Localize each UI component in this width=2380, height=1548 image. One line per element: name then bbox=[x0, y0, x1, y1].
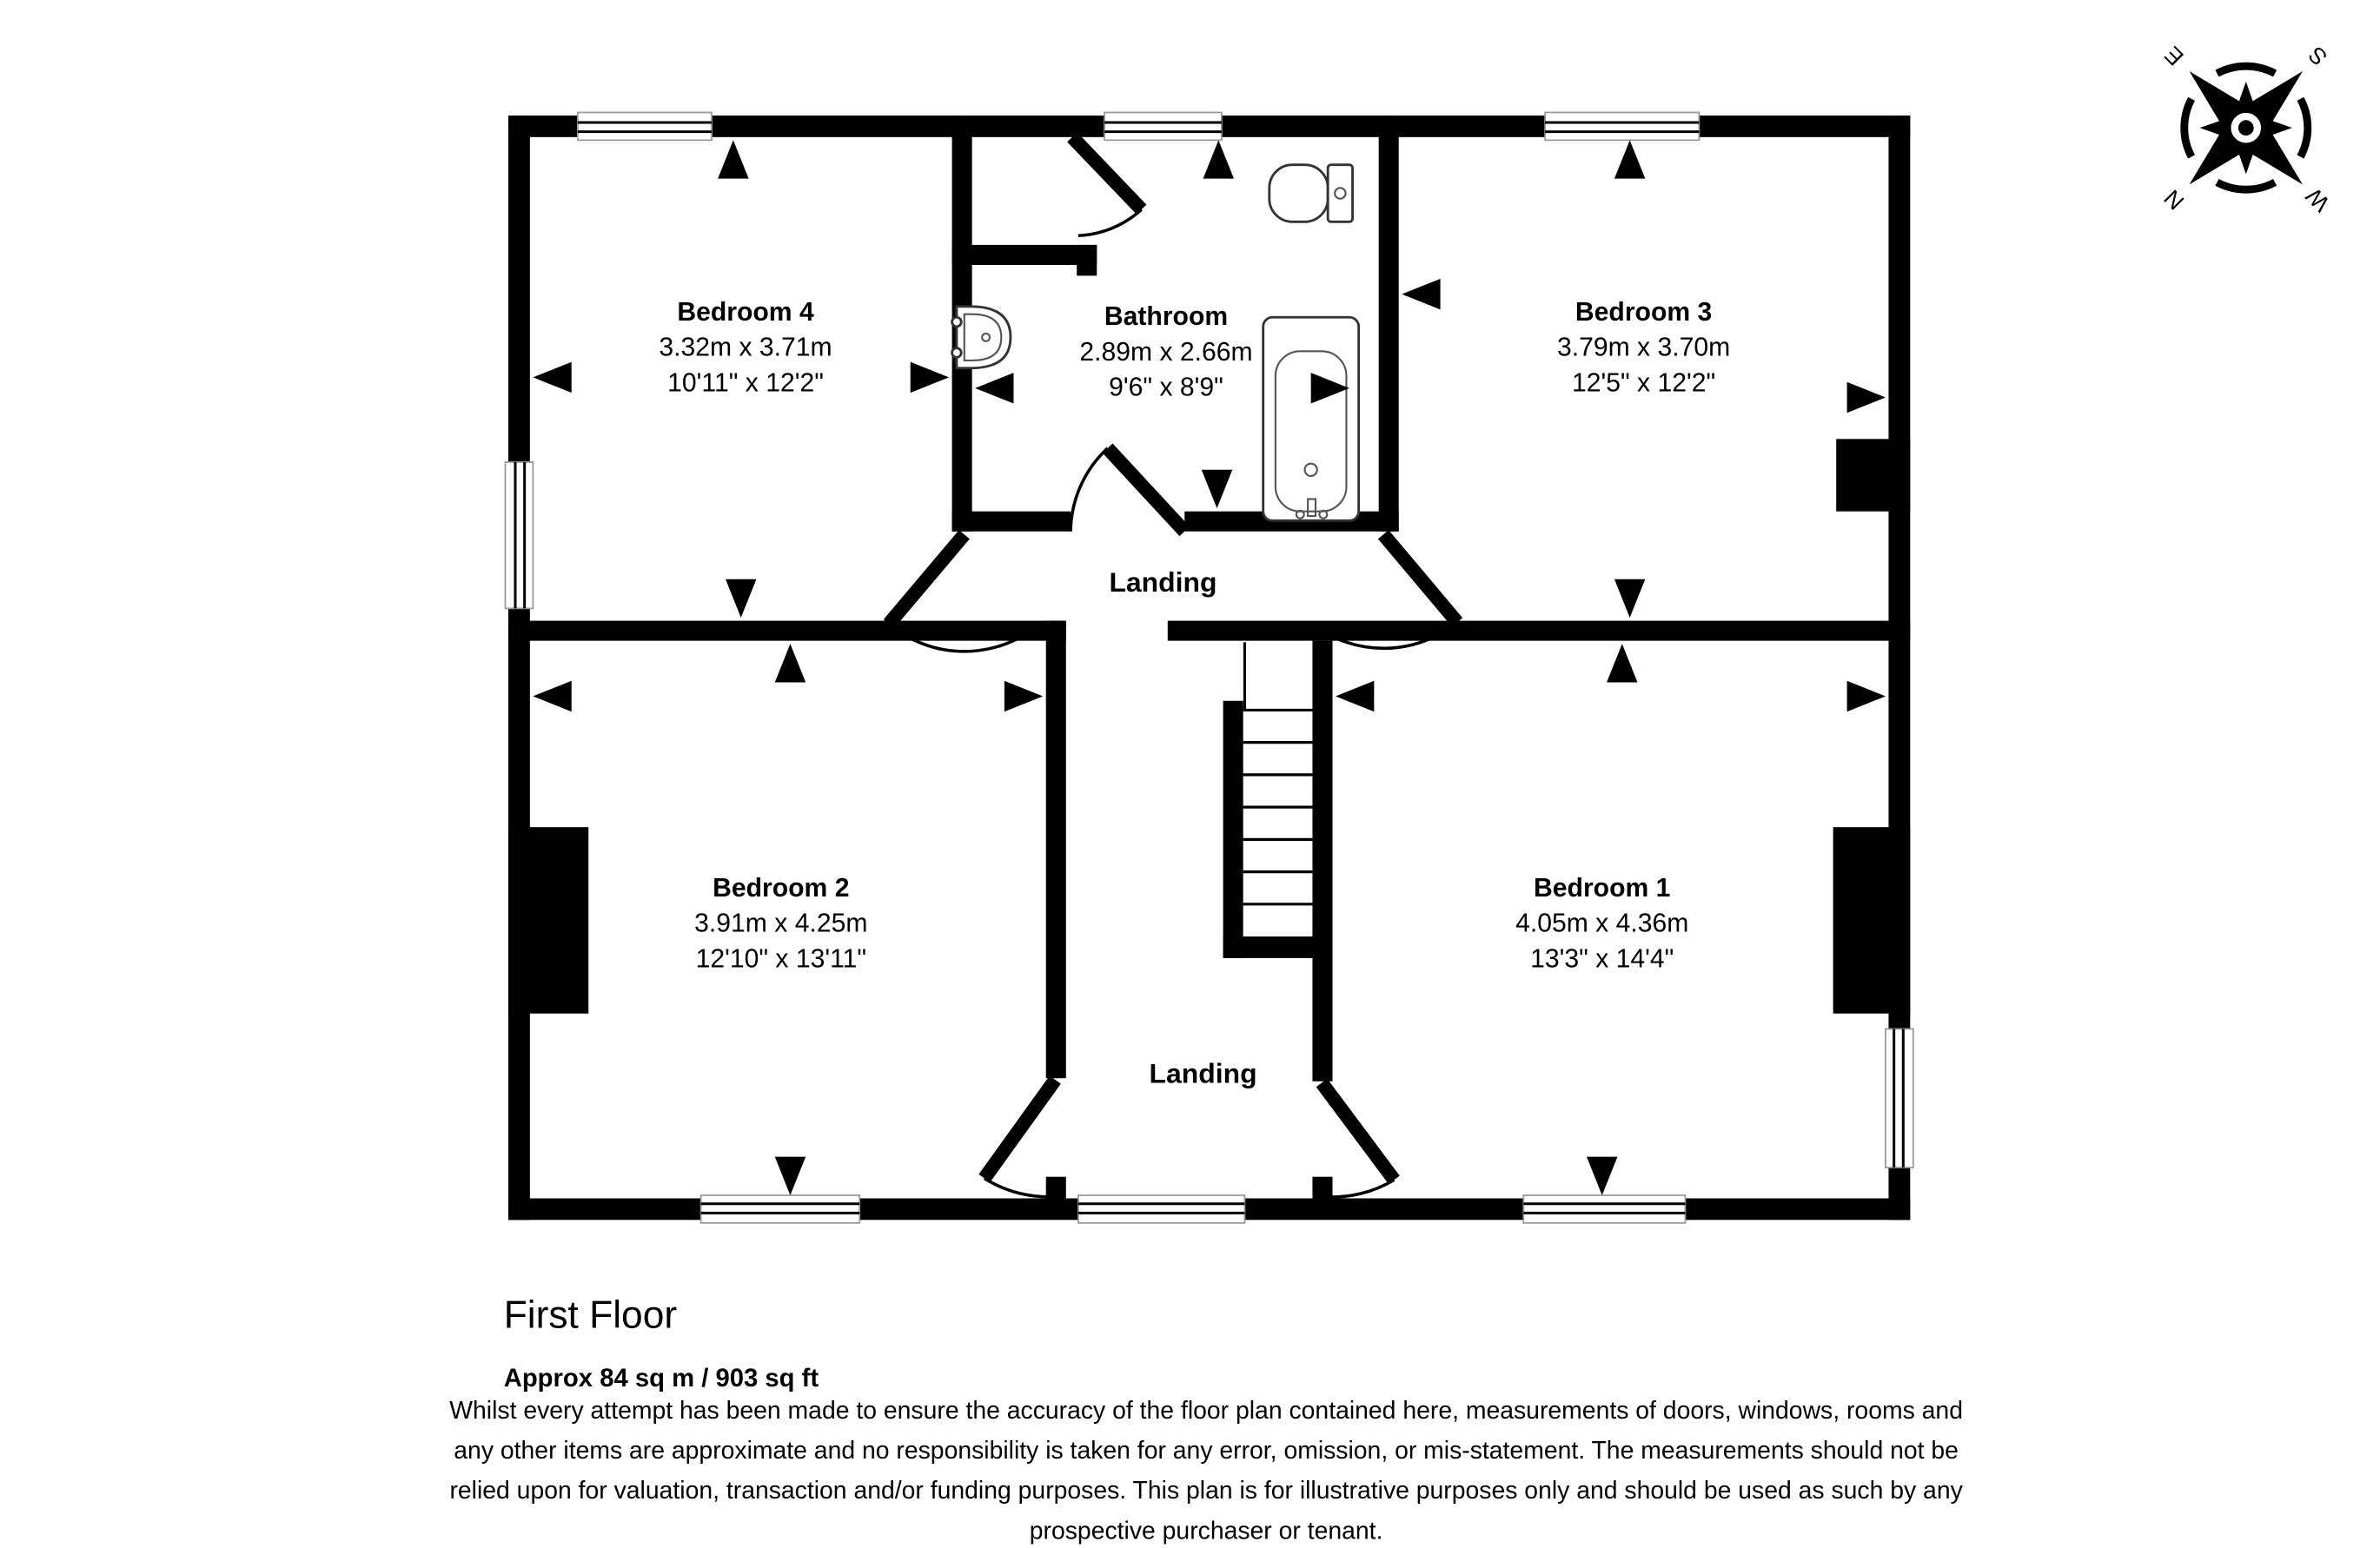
room-labels bbox=[659, 298, 1730, 1089]
room-dim-imperial: 13'3" x 14'4" bbox=[1530, 944, 1674, 974]
window-bed4-left bbox=[505, 462, 533, 608]
arrow-up-icon bbox=[775, 644, 805, 682]
arrow-right-icon bbox=[911, 362, 949, 393]
windows bbox=[505, 112, 1913, 1222]
window-bed3-top bbox=[1545, 112, 1699, 140]
arrow-right-icon bbox=[1847, 382, 1886, 413]
floor-title: First Floor bbox=[503, 1293, 678, 1337]
wall-exterior-left bbox=[508, 116, 530, 1220]
room-label-bedroom4 bbox=[659, 298, 832, 398]
toilet-icon bbox=[1270, 165, 1353, 222]
window-bed2-bottom bbox=[701, 1195, 860, 1223]
arrow-right-icon bbox=[1847, 681, 1886, 711]
window-bathroom-top bbox=[1104, 112, 1222, 140]
arrow-up-icon bbox=[1607, 644, 1637, 682]
arrow-down-icon bbox=[1202, 470, 1232, 508]
door-bathroom-alcove bbox=[1072, 137, 1142, 235]
arrow-left-icon bbox=[533, 681, 571, 711]
room-dim-metric: 3.79m x 3.70m bbox=[1556, 333, 1731, 362]
disclaimer-line: any other items are approximate and no responsibility is taken for any error, omission, or mis-statement. The measurements should not be bbox=[454, 1437, 1959, 1465]
room-label-bedroom1 bbox=[1515, 874, 1688, 974]
wall-bed2-door-stub bbox=[1046, 1177, 1066, 1199]
window-bed4-top bbox=[578, 112, 712, 140]
disclaimer-line: Whilst every attempt has been made to ensure the accuracy of the floor plan contained here, measurements of doors, windows, rooms and bbox=[449, 1397, 1963, 1426]
compass-east-label: E bbox=[2159, 41, 2189, 71]
chimney-bed2 bbox=[508, 827, 588, 1014]
wall-bed1-door-stub bbox=[1312, 1177, 1332, 1199]
arrow-left-icon bbox=[1336, 681, 1374, 711]
disclaimer-line: relied upon for valuation, transaction and/or funding purposes. This plan is for illustrative purposes only and should be used as such by any bbox=[449, 1477, 1963, 1505]
bathtub-icon bbox=[1263, 317, 1359, 520]
door-bathroom bbox=[1071, 448, 1184, 532]
arrow-up-icon bbox=[718, 140, 748, 178]
staircase bbox=[1243, 642, 1313, 903]
window-landing-bottom bbox=[1078, 1195, 1244, 1223]
sink-icon bbox=[952, 307, 1011, 368]
arrow-down-icon bbox=[1614, 579, 1645, 618]
room-dim-metric: 3.32m x 3.71m bbox=[659, 333, 832, 362]
compass-north-label: N bbox=[2158, 184, 2190, 215]
wall-bathroom-alcove-notch bbox=[1077, 245, 1097, 275]
arrow-down-icon bbox=[775, 1157, 805, 1195]
room-dim-imperial: 9'6" x 8'9" bbox=[1109, 373, 1223, 402]
room-dim-imperial: 10'11" x 12'2" bbox=[667, 368, 824, 398]
room-label-bedroom2 bbox=[694, 874, 867, 974]
wall-stair-left bbox=[1223, 701, 1243, 958]
room-dim-metric: 3.91m x 4.25m bbox=[694, 909, 868, 938]
wall-stair-right bbox=[1312, 641, 1332, 1082]
arrow-right-icon bbox=[1004, 681, 1043, 711]
room-name: Bedroom 3 bbox=[1575, 297, 1713, 327]
arrow-up-icon bbox=[1614, 140, 1645, 178]
floor-area: Approx 84 sq m / 903 sq ft bbox=[503, 1364, 819, 1393]
landing-lower-label: Landing bbox=[1149, 1057, 1257, 1089]
room-dim-metric: 2.89m x 2.66m bbox=[1079, 337, 1253, 367]
compass-south-label: S bbox=[2303, 41, 2333, 71]
door-bed1 bbox=[1322, 1083, 1394, 1197]
room-name: Bathroom bbox=[1104, 302, 1229, 332]
room-dim-imperial: 12'10" x 13'11" bbox=[695, 944, 867, 974]
disclaimer-line: prospective purchaser or tenant. bbox=[1029, 1517, 1383, 1545]
wall-bathroom-alcove bbox=[952, 245, 1097, 265]
arrow-left-icon bbox=[1402, 279, 1440, 309]
room-dim-imperial: 12'5" x 12'2" bbox=[1571, 368, 1716, 398]
wall-bathroom-bottom-left bbox=[952, 512, 1071, 532]
compass-rose-icon bbox=[2087, 0, 2380, 288]
wall-stair-cap bbox=[1223, 936, 1333, 958]
room-name: Bedroom 1 bbox=[1534, 873, 1671, 903]
room-name: Bedroom 4 bbox=[677, 297, 814, 327]
compass-west-label: W bbox=[2300, 182, 2335, 217]
wall-middle-right bbox=[1168, 621, 1910, 641]
arrow-up-icon bbox=[1203, 140, 1234, 178]
window-bed1-bottom bbox=[1523, 1195, 1685, 1223]
wall-middle-left bbox=[508, 621, 1066, 641]
walls bbox=[508, 116, 1910, 1220]
arrow-down-icon bbox=[726, 579, 756, 618]
arrow-left-icon bbox=[533, 362, 571, 393]
room-label-bedroom3 bbox=[1557, 298, 1730, 398]
landing-upper-label: Landing bbox=[1109, 566, 1217, 598]
door-bed2 bbox=[984, 1080, 1056, 1197]
disclaimer-text bbox=[449, 1397, 1963, 1545]
room-label-bathroom bbox=[1079, 302, 1252, 402]
arrow-left-icon bbox=[975, 373, 1013, 403]
chimney-bed3 bbox=[1836, 439, 1910, 511]
arrow-down-icon bbox=[1587, 1157, 1617, 1195]
wall-bathroom-bed3 bbox=[1379, 116, 1399, 532]
wall-bed2-landing bbox=[1046, 621, 1066, 1079]
room-name: Bedroom 2 bbox=[713, 873, 850, 903]
window-bed1-right bbox=[1886, 1029, 1913, 1168]
footer bbox=[449, 1293, 1963, 1545]
chimney-bed1 bbox=[1833, 827, 1911, 1014]
doors bbox=[889, 137, 1457, 1197]
room-dim-metric: 4.05m x 4.36m bbox=[1515, 909, 1689, 938]
